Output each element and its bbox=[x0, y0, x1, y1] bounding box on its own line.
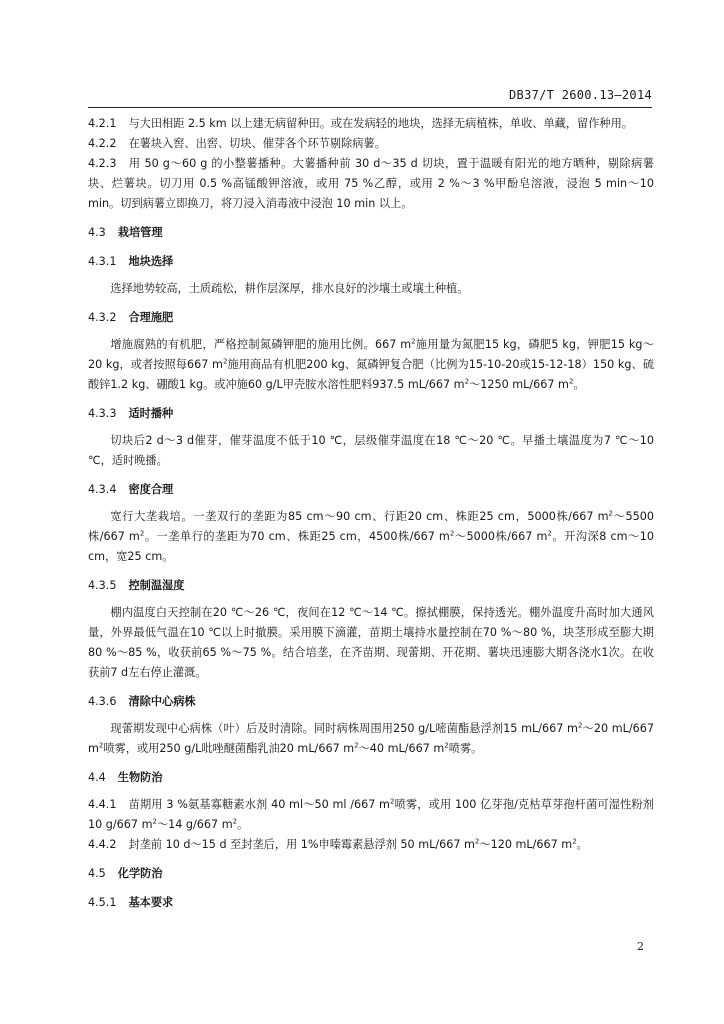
paragraph-4-3-4: 宽行大垄栽培。一垄双行的垄距为85 cm～90 cm、行距20 cm、株距25 cm，5000株/667 $m^2\sim 5500$株/667 $m^2$。一垄单行的垄距为70 cm、株距25 cm，4500株/667 $m^2\sim 5000$株/667 $m^2$。开沟深8 cm～10 cm，宽25 cm。 bbox=[88, 509, 654, 563]
clause-4-4-2: 4.4.2 封垄前 10 d～15 d 至封垄后，用 1%申嗪霉素悬浮剂 50 mL/667 $m^2\sim 120$ mL/667 $m^2$。 bbox=[88, 837, 588, 851]
paragraph-4-3-2: 增施腐熟的有机肥，严格控制氮磷钾肥的施用比例。667 $m^2$施用量为氮肥15 kg，磷肥5 kg，钾肥15 kg～20 kg，或者按照每667 $m^2$施用商品有机肥200 kg、氮磷钾复合肥（比例为15-10-20或15-12-18）150 kg、硫酸锌1.2 kg、硼酸1 kg。或冲施60 g/L甲壳胺水溶性肥料937.5 mL/667 $m^2\sim 1250$ mL/667 $m^2$。 bbox=[88, 337, 655, 391]
section-heading-4-3-4: 4.3.4 密度合理 bbox=[88, 483, 174, 496]
section-heading-4-3: 4.3 栽培管理 bbox=[88, 226, 163, 239]
clause-4-4-1: 4.4.1 苗期用 3 %氨基寡糖素水剂 40 ml～50 ml /667 $m^2$喷雾，或用 100 亿芽孢/克枯草芽孢杆菌可湿性粉剂 10 g/667 $m^2\sim 14$ g/667 $m^2$。 bbox=[88, 797, 654, 831]
section-heading-4-3-2: 4.3.2 合理施肥 bbox=[88, 311, 174, 324]
section-heading-4-3-5: 4.3.5 控制温湿度 bbox=[88, 579, 185, 592]
page-number: 2 bbox=[637, 940, 644, 953]
paragraph-4-3-3: 切块后2 d～3 d催芽，催芽温度不低于10 ℃，层级催芽温度在18 ℃～20 ℃。早播土壤温度为7 ℃～10 ℃，适时晚播。 bbox=[88, 434, 654, 467]
section-heading-4-5: 4.5 化学防治 bbox=[88, 867, 163, 880]
clause-4-2-3: 4.2.3 用 50 g～60 g 的小整薯播种。大薯播种前 30 d～35 d 切块，置于温暖有阳光的地方晒种，剔除病薯块、烂薯块。切刀用 0.5 %高锰酸钾溶液，或用 75 %乙醇，或用 2 %～3 %甲酚皂溶液，浸泡 5 min～10 min。切到病薯立即换刀，将刀浸入消毒液中浸泡 10 min 以上。 bbox=[88, 157, 654, 210]
paragraph-4-3-5: 棚内温度白天控制在20 ℃～26 ℃，夜间在12 ℃～14 ℃。擦拭棚膜，保持透光。棚外温度升高时加大通风量，外界最低气温在10 ℃以上时撤膜。采用膜下滴灌，苗期土壤持水量控制在70 %～80 %，块茎形成至膨大期80 %～85 %，收获前65 %～75 %。结合培垄，在齐苗期、现蕾期、开花期、薯块迅速膨大期各浇水1次。在收获前7 d左右停止灌溉。 bbox=[88, 606, 654, 679]
section-heading-4-4: 4.4 生物防治 bbox=[88, 771, 163, 784]
document-body bbox=[88, 114, 654, 920]
clause-4-2-2: 4.2.2 在薯块入窖、出窖、切块、催芽各个环节剔除病薯。 bbox=[88, 137, 386, 150]
document-code: DB37/T 2600.13—2014 bbox=[509, 88, 652, 102]
paragraph-4-3-1: 选择地势较高，土质疏松，耕作层深厚，排水良好的沙壤土或壤土种植。 bbox=[110, 282, 469, 295]
section-heading-4-3-3: 4.3.3 适时播种 bbox=[88, 407, 174, 420]
paragraph-4-3-6: 现蕾期发现中心病株（叶）后及时清除。同时病株周围用250 g/L嘧菌酯悬浮剂15 mL/667 $m^2\sim 20$ mL/667 $m^2$喷雾，或用250 g/L吡唑醚菌酯乳油20 mL/667 $m^2\sim 40$ mL/667 $m^2$喷雾。 bbox=[88, 721, 655, 755]
header-rule bbox=[88, 107, 652, 108]
clause-4-2-1: 4.2.1 与大田相距 2.5 km 以上建无病留种田。或在发病轻的地块，选择无病植株，单收、单藏，留作种用。 bbox=[88, 117, 633, 130]
section-heading-4-3-6: 4.3.6 清除中心病株 bbox=[88, 695, 196, 708]
section-heading-4-3-1: 4.3.1 地块选择 bbox=[88, 255, 174, 268]
section-heading-4-5-1: 4.5.1 基本要求 bbox=[88, 896, 174, 909]
